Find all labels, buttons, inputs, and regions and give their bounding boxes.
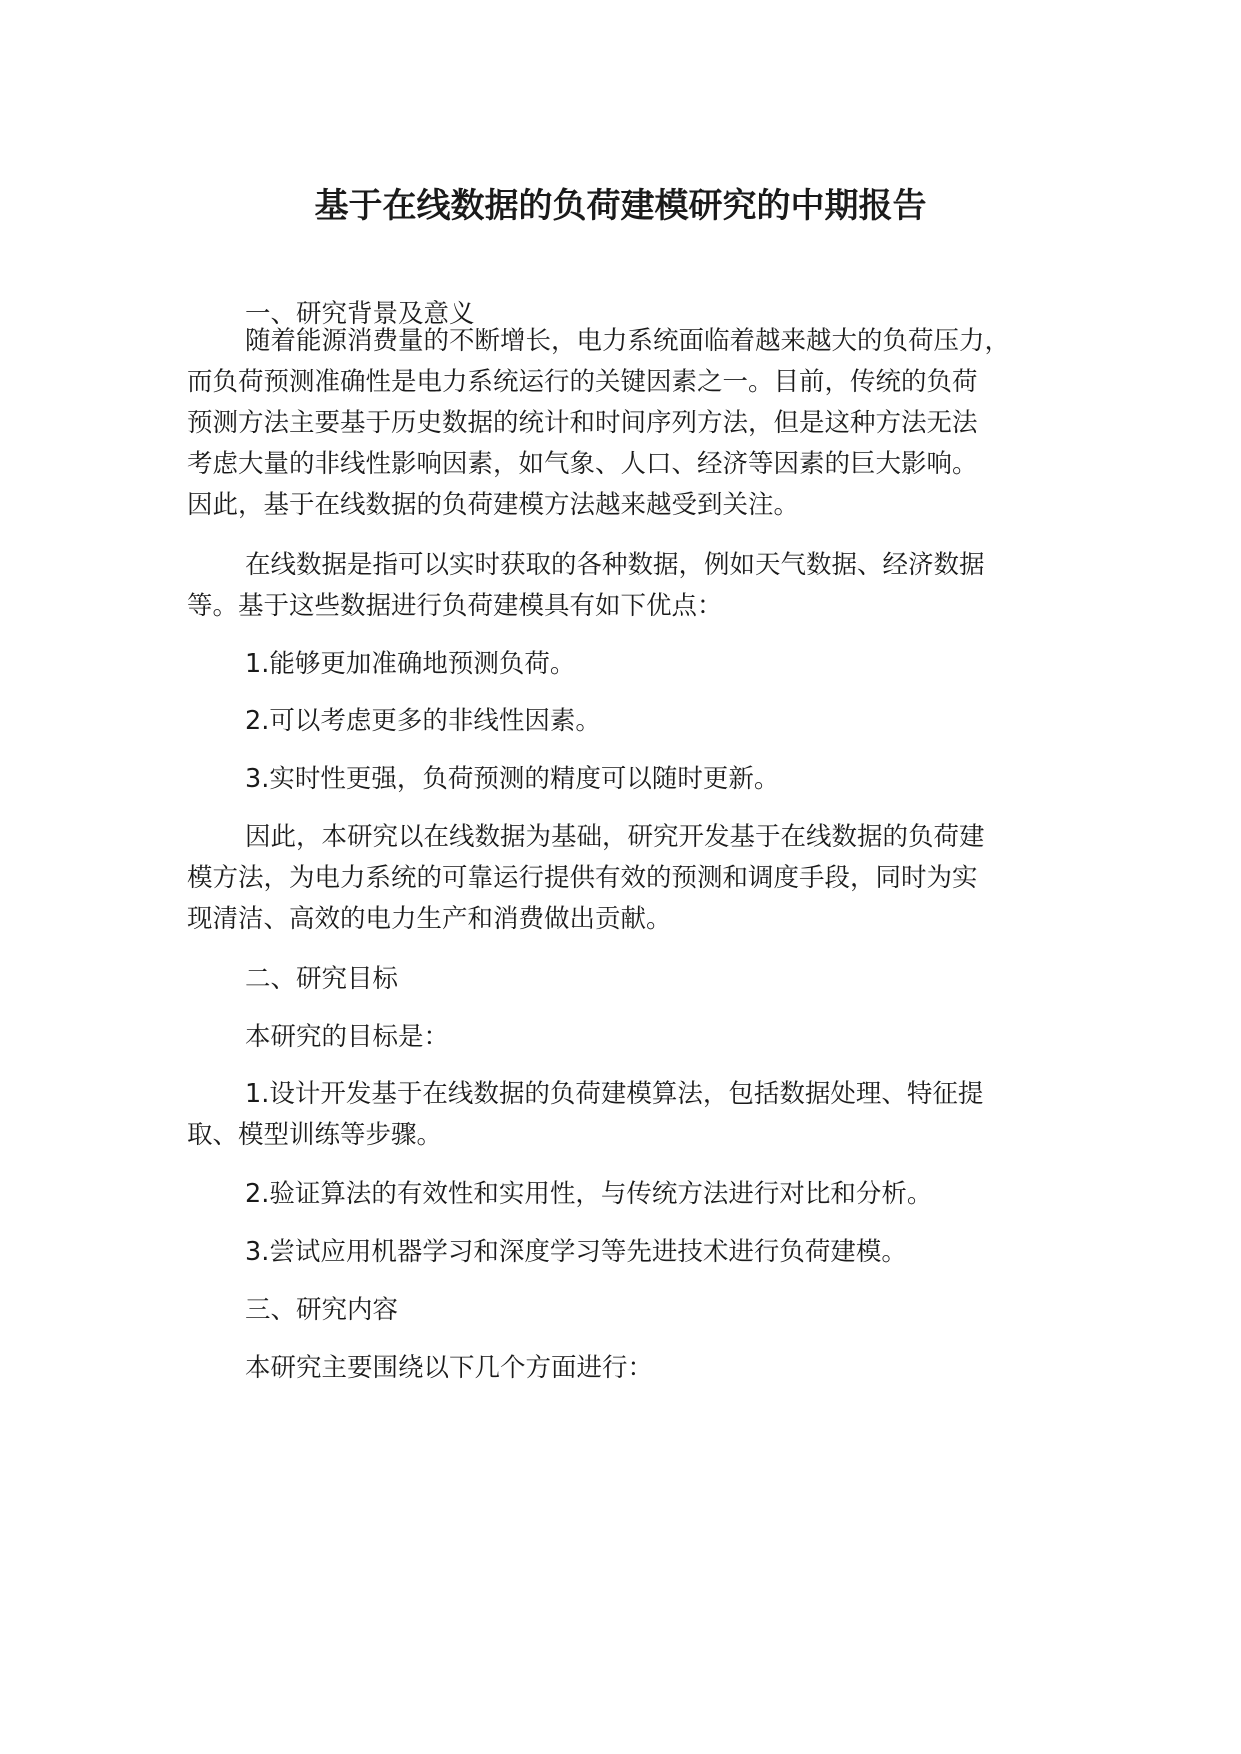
section-heading-content: 三、研究内容 [245,1295,399,1325]
section-heading-goals: 二、研究目标 [245,964,399,994]
list-item: 1.设计开发基于在线数据的负荷建模算法，包括数据处理、特征提 [245,1079,984,1109]
list-item-continuation: 取、模型训练等步骤。 [187,1120,443,1150]
list-item: 1.能够更加准确地预测负荷。 [245,649,576,679]
paragraph-line: 在线数据是指可以实时获取的各种数据，例如天气数据、经济数据 [245,550,985,580]
paragraph-line: 因此，本研究以在线数据为基础，研究开发基于在线数据的负荷建 [245,822,985,852]
paragraph-line: 本研究主要围绕以下几个方面进行： [245,1353,654,1383]
paragraph-line: 模方法，为电力系统的可靠运行提供有效的预测和调度手段，同时为实 [187,863,978,893]
paragraph-line: 随着能源消费量的不断增长，电力系统面临着越来越大的负荷压力， [245,326,1011,356]
paragraph-line: 而负荷预测准确性是电力系统运行的关键因素之一。目前，传统的负荷 [187,367,978,397]
paragraph-line: 因此，基于在线数据的负荷建模方法越来越受到关注。 [187,490,800,520]
list-item: 2.可以考虑更多的非线性因素。 [245,706,601,736]
section-heading-background: 一、研究背景及意义 [245,299,475,329]
paragraph-line: 考虑大量的非线性影响因素，如气象、人口、经济等因素的巨大影响。 [187,449,978,479]
paragraph-line: 现清洁、高效的电力生产和消费做出贡献。 [187,904,672,934]
paragraph-line: 本研究的目标是： [245,1022,450,1052]
paragraph-line: 预测方法主要基于历史数据的统计和时间序列方法，但是这种方法无法 [187,408,978,438]
list-item: 3.尝试应用机器学习和深度学习等先进技术进行负荷建模。 [245,1237,907,1267]
list-item: 3.实时性更强，负荷预测的精度可以随时更新。 [245,764,780,794]
document-title: 基于在线数据的负荷建模研究的中期报告 [314,186,927,226]
paragraph-line: 等。基于这些数据进行负荷建模具有如下优点： [187,591,723,621]
list-item: 2.验证算法的有效性和实用性，与传统方法进行对比和分析。 [245,1179,933,1209]
